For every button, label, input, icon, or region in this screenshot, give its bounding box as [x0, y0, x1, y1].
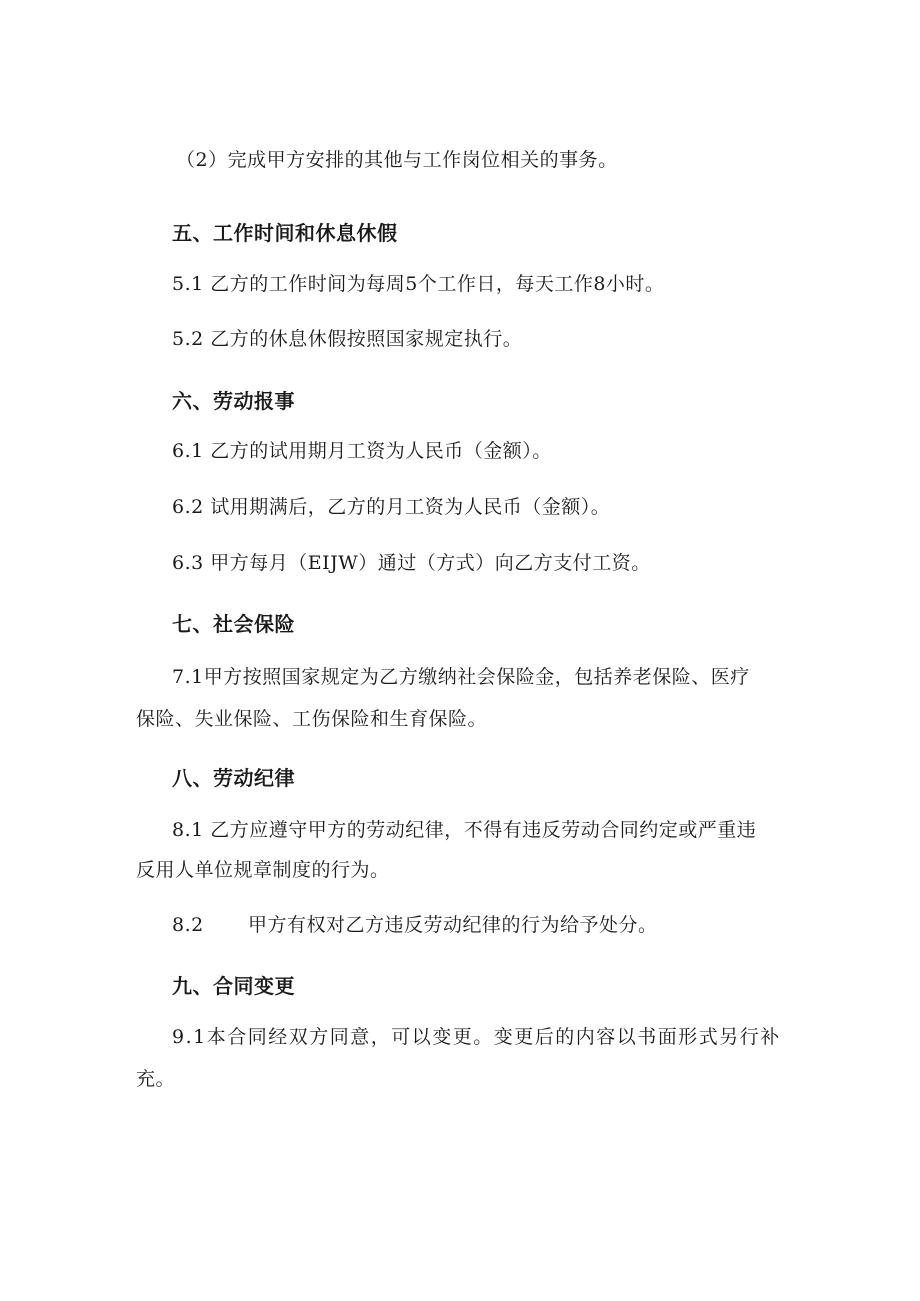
clause-duty-2: （2）完成甲方安排的其他与工作岗位相关的事务。 — [176, 149, 618, 171]
clause-8-1-line2: 反用人单位规章制度的行为。 — [136, 859, 390, 881]
clause-6-1: 6.1 乙方的试用期月工资为人民币（金额）。 — [172, 440, 552, 462]
clause-5-2: 5.2 乙方的休息休假按照国家规定执行。 — [172, 328, 523, 350]
clause-6-3: 6.3 甲方每月（EIJW）通过（方式）向乙方支付工资。 — [172, 552, 651, 574]
clause-8-2-text: 甲方有权对乙方违反劳动纪律的行为给予处分。 — [248, 914, 658, 936]
clause-6-2: 6.2 试用期满后，乙方的月工资为人民币（金额）。 — [172, 496, 611, 518]
section-heading-9: 九、合同变更 — [172, 974, 295, 998]
section-heading-6: 六、劳动报事 — [172, 389, 295, 413]
clause-9-1-line2: 充。 — [136, 1068, 176, 1090]
clause-8-2-number: 8.2 — [172, 914, 204, 936]
clause-5-1: 5.1 乙方的工作时间为每周5个工作日，每天工作8小时。 — [172, 273, 665, 295]
section-heading-8: 八、劳动纪律 — [172, 766, 295, 790]
clause-9-1-line1: 9.1本合同经双方同意，可以变更。变更后的内容以书面形式另行补 — [172, 1026, 781, 1048]
clause-8-1-line1: 8.1 乙方应遵守甲方的劳动纪律，不得有违反劳动合同约定或严重违 — [172, 819, 757, 841]
section-heading-7: 七、社会保险 — [172, 612, 295, 636]
section-heading-5: 五、工作时间和休息休假 — [172, 221, 398, 245]
clause-7-1-line1: 7.1甲方按照国家规定为乙方缴纳社会保险金，包括养老保险、医疗 — [172, 666, 750, 688]
clause-7-1-line2: 保险、失业保险、工伤保险和生育保险。 — [136, 708, 488, 730]
